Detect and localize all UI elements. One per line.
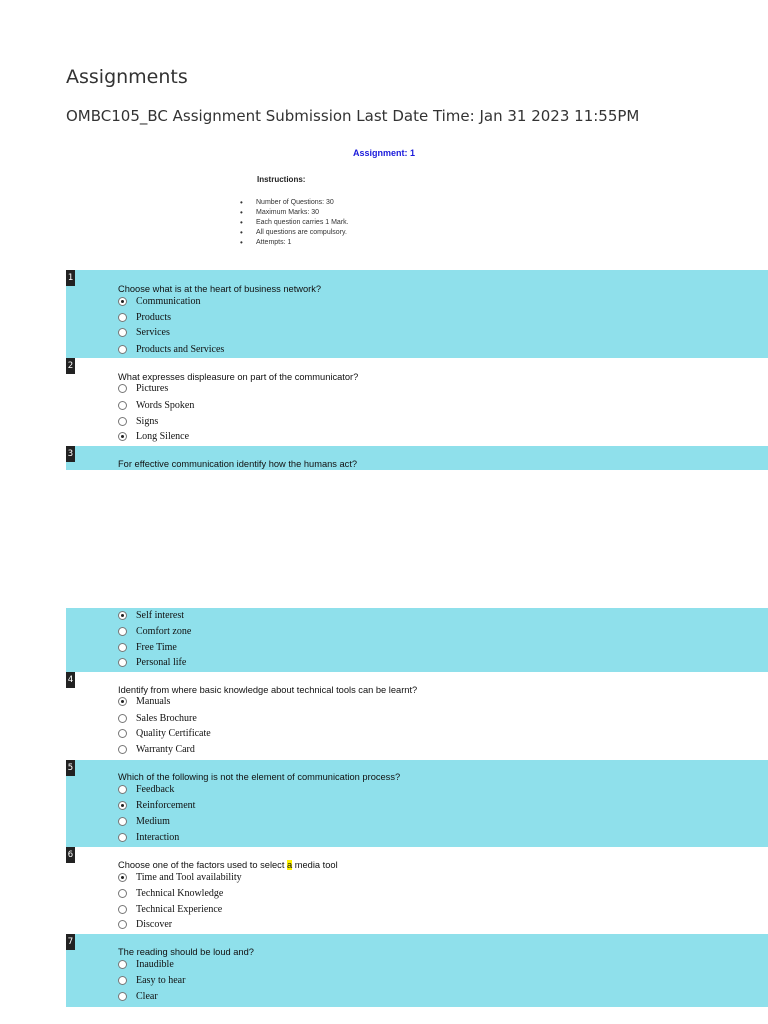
answer-option[interactable] [118, 886, 223, 901]
radio-button[interactable] [118, 976, 127, 985]
page-subtitle: OMBC105_BC Assignment Submission Last Date Time: Jan 31 2023 11:55PM [66, 107, 640, 125]
option-label: Warranty Card [136, 744, 195, 755]
radio-button[interactable] [118, 960, 127, 969]
radio-button[interactable] [118, 313, 127, 322]
radio-button[interactable] [118, 345, 127, 354]
answer-option[interactable] [118, 694, 170, 709]
radio-button[interactable] [118, 889, 127, 898]
question-text-start: Choose one of the factors used to select [118, 860, 287, 870]
question-block-3 [66, 446, 768, 470]
instruction-item: • All questions are compulsory. [240, 228, 349, 238]
question-text: What expresses displeasure on part of the communicator? [118, 372, 359, 382]
option-label: Personal life [136, 657, 187, 668]
answer-option[interactable] [118, 294, 200, 309]
assignment-title: Assignment: 1 [352, 148, 415, 158]
question-block-7 [66, 934, 768, 1007]
question-text: Identify from where basic knowledge about technical tools can be learnt? [118, 685, 418, 695]
answer-option[interactable] [118, 726, 211, 741]
radio-button[interactable] [118, 920, 127, 929]
answer-option[interactable] [118, 782, 174, 797]
option-label: Technical Knowledge [136, 888, 224, 899]
radio-button[interactable] [118, 627, 127, 636]
radio-button[interactable] [118, 873, 127, 882]
instruction-item: • Each question carries 1 Mark. [240, 218, 349, 228]
radio-button[interactable] [118, 297, 127, 306]
option-label: Words Spoken [136, 400, 195, 411]
option-label: Quality Certificate [136, 728, 211, 739]
instruction-item: • Maximum Marks: 30 [240, 208, 349, 218]
question-block-4 [66, 672, 768, 760]
radio-button[interactable] [118, 745, 127, 754]
question-block-1 [66, 270, 768, 358]
radio-button[interactable] [118, 714, 127, 723]
option-label: Long Silence [136, 431, 190, 442]
answer-option[interactable] [118, 310, 171, 325]
option-label: Services [136, 327, 170, 338]
answer-option[interactable] [118, 608, 184, 623]
question-text: Which of the following is not the element of communication process? [118, 772, 401, 782]
radio-button[interactable] [118, 658, 127, 667]
answer-option[interactable] [118, 398, 194, 413]
radio-button[interactable] [118, 833, 127, 842]
option-label: Easy to hear [136, 975, 186, 986]
question-block-3-continued [66, 608, 768, 672]
answer-option[interactable] [118, 414, 158, 429]
radio-button[interactable] [118, 817, 127, 826]
question-text [118, 860, 338, 870]
instruction-item: • Attempts: 1 [240, 238, 349, 248]
answer-option[interactable] [118, 917, 172, 932]
answer-option[interactable] [118, 429, 189, 444]
radio-button[interactable] [118, 643, 127, 652]
option-label: Technical Experience [136, 904, 223, 915]
page-title: Assignments [66, 66, 188, 88]
question-number: 7 [66, 934, 75, 950]
radio-button[interactable] [118, 384, 127, 393]
question-text: Choose what is at the heart of business network? [118, 284, 322, 294]
question-number: 6 [66, 847, 75, 863]
instructions-label: Instructions: [257, 175, 306, 184]
radio-button[interactable] [118, 611, 127, 620]
option-label: Pictures [136, 383, 169, 394]
option-label: Feedback [136, 784, 175, 795]
option-label: Clear [136, 991, 158, 1002]
answer-option[interactable] [118, 711, 197, 726]
option-label: Products [136, 312, 171, 323]
radio-button[interactable] [118, 697, 127, 706]
question-text: For effective communication identify how the humans act? [118, 459, 358, 469]
instructions-list [240, 198, 349, 248]
answer-option[interactable] [118, 902, 222, 917]
answer-option[interactable] [118, 342, 224, 357]
radio-button[interactable] [118, 417, 127, 426]
instruction-item: • Number of Questions: 30 [240, 198, 349, 208]
option-label: Time and Tool availability [136, 872, 242, 883]
option-label: Communication [136, 296, 201, 307]
answer-option[interactable] [118, 814, 170, 829]
radio-button[interactable] [118, 401, 127, 410]
question-number: 2 [66, 358, 75, 374]
question-number: 3 [66, 446, 75, 462]
radio-button[interactable] [118, 432, 127, 441]
question-block-2 [66, 358, 768, 446]
answer-option[interactable] [118, 742, 195, 757]
highlighted-word: a [287, 860, 293, 870]
option-label: Reinforcement [136, 800, 196, 811]
option-label: Comfort zone [136, 626, 192, 637]
answer-option[interactable] [118, 640, 177, 655]
question-number: 4 [66, 672, 75, 688]
option-label: Products and Services [136, 344, 225, 355]
radio-button[interactable] [118, 328, 127, 337]
option-label: Free Time [136, 642, 177, 653]
option-label: Medium [136, 816, 170, 827]
answer-option[interactable] [118, 957, 174, 972]
answer-option[interactable] [118, 973, 185, 988]
option-label: Signs [136, 416, 159, 427]
radio-button[interactable] [118, 992, 127, 1001]
radio-button[interactable] [118, 785, 127, 794]
question-block-6 [66, 847, 768, 934]
answer-option[interactable] [118, 655, 186, 670]
option-label: Discover [136, 919, 173, 930]
option-label: Inaudible [136, 959, 174, 970]
question-text-end: media tool [292, 860, 338, 870]
option-label: Sales Brochure [136, 713, 197, 724]
answer-option[interactable] [118, 624, 191, 639]
radio-button[interactable] [118, 905, 127, 914]
answer-option[interactable] [118, 870, 242, 885]
question-block-5 [66, 760, 768, 847]
answer-option[interactable] [118, 381, 168, 396]
option-label: Self interest [136, 610, 185, 621]
option-label: Manuals [136, 696, 171, 707]
question-number: 1 [66, 270, 75, 286]
radio-button[interactable] [118, 801, 127, 810]
radio-button[interactable] [118, 729, 127, 738]
answer-option[interactable] [118, 798, 195, 813]
question-number: 5 [66, 760, 75, 776]
answer-option[interactable] [118, 989, 158, 1004]
option-label: Interaction [136, 832, 180, 843]
question-text: The reading should be loud and? [118, 947, 254, 957]
answer-option[interactable] [118, 325, 170, 340]
answer-option[interactable] [118, 830, 179, 845]
